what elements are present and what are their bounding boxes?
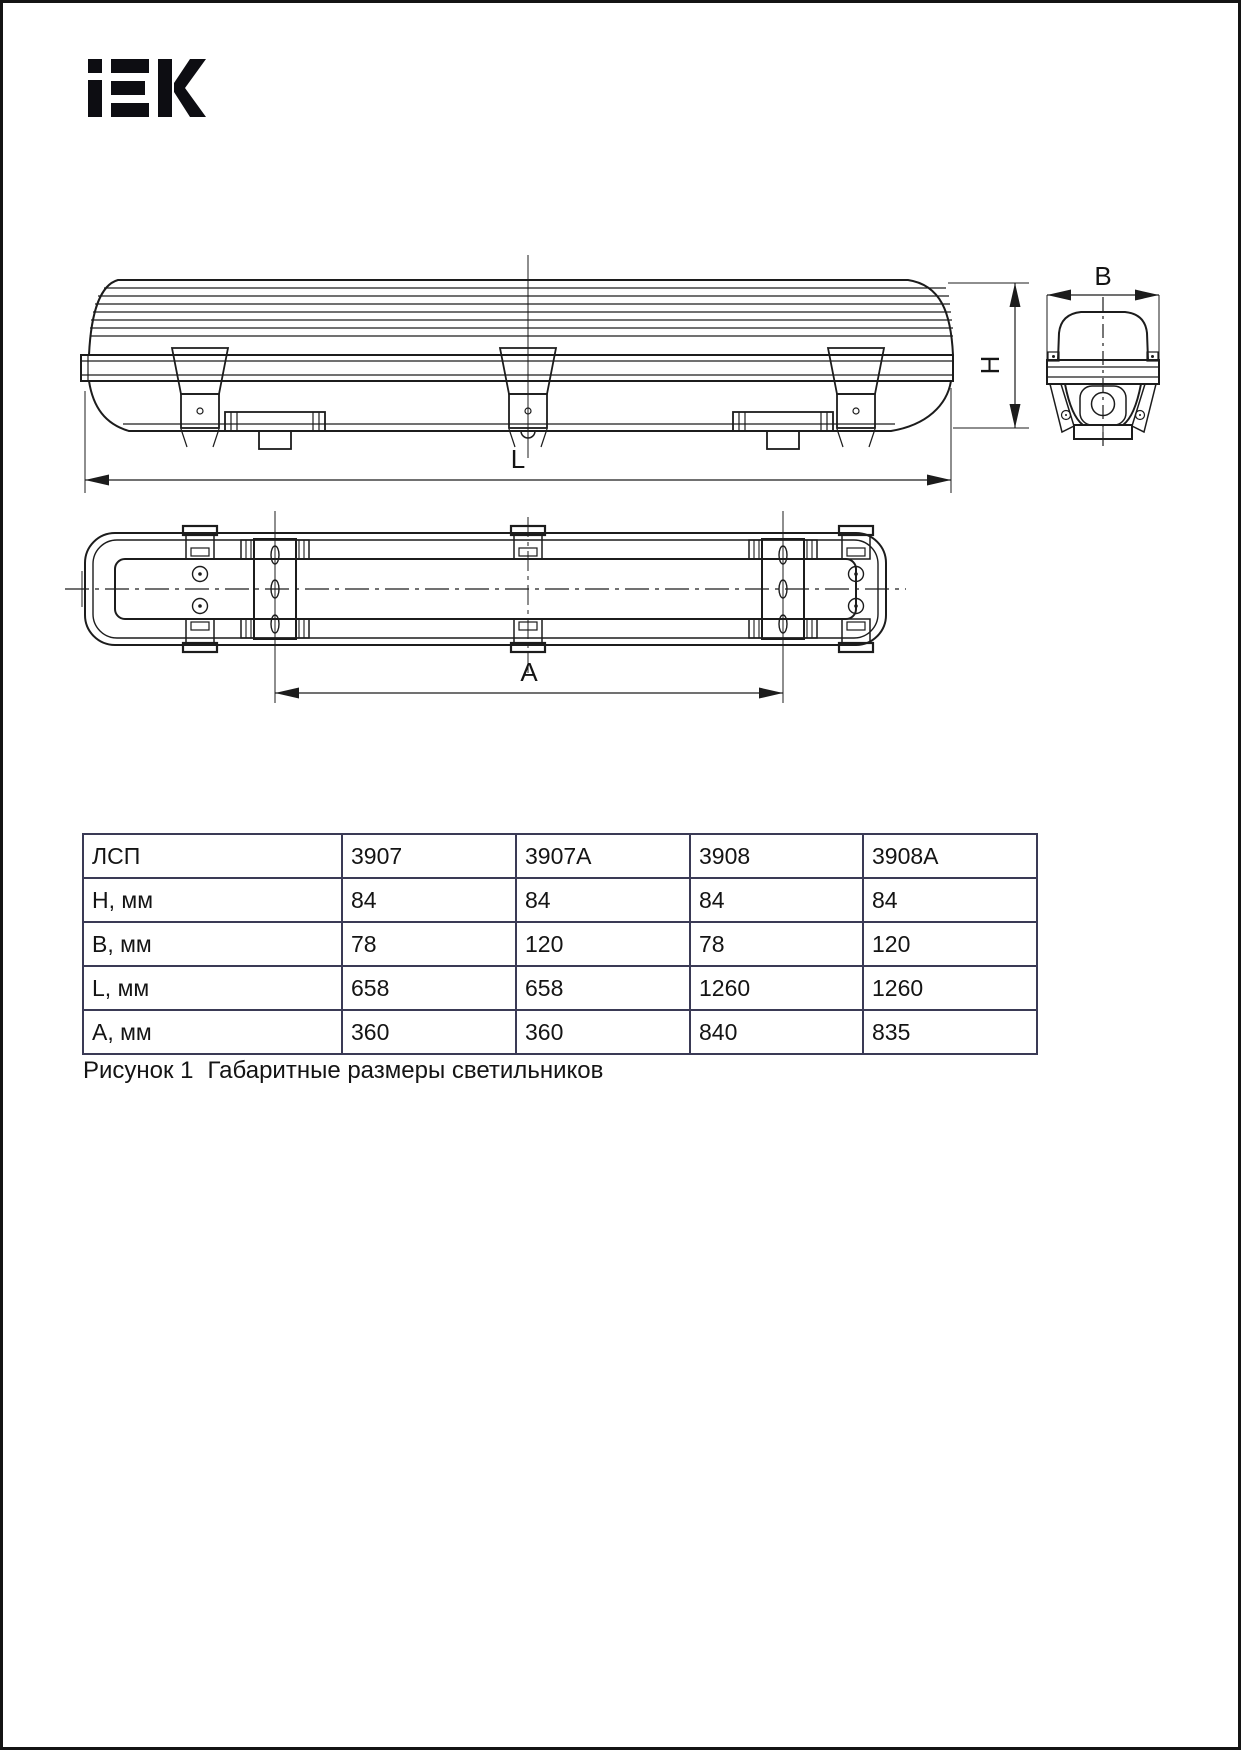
clip-bottom bbox=[183, 619, 217, 652]
luminaire-drawing bbox=[3, 3, 1241, 723]
plan-bracket bbox=[749, 511, 817, 703]
header-cell: 3907 bbox=[342, 834, 516, 878]
cover-ribs bbox=[90, 288, 954, 336]
plan-view bbox=[65, 511, 906, 703]
value-cell: 658 bbox=[342, 966, 516, 1010]
value-cell: 840 bbox=[690, 1010, 863, 1054]
value-cell: 84 bbox=[863, 878, 1037, 922]
value-cell: 84 bbox=[342, 878, 516, 922]
table-header-row bbox=[83, 834, 1037, 878]
value-cell: 84 bbox=[690, 878, 863, 922]
header-cell: ЛСП bbox=[83, 834, 342, 878]
table-row bbox=[83, 1010, 1037, 1054]
value-cell: 78 bbox=[690, 922, 863, 966]
plan-bracket bbox=[241, 511, 309, 703]
table-row bbox=[83, 922, 1037, 966]
value-cell: 835 bbox=[863, 1010, 1037, 1054]
figure-caption-label: Рисунок 1 bbox=[83, 1057, 194, 1084]
value-cell: 120 bbox=[516, 922, 690, 966]
flange bbox=[81, 355, 953, 381]
end-view bbox=[1047, 261, 1159, 451]
value-cell: 360 bbox=[516, 1010, 690, 1054]
clip-top bbox=[183, 526, 217, 559]
figure-caption-text: Габаритные размеры светильников bbox=[207, 1057, 604, 1084]
value-cell: 120 bbox=[863, 922, 1037, 966]
value-cell: 84 bbox=[516, 878, 690, 922]
value-cell: 1260 bbox=[863, 966, 1037, 1010]
clip bbox=[172, 348, 228, 447]
value-cell: 78 bbox=[342, 922, 516, 966]
side-view bbox=[81, 255, 1029, 493]
table-row bbox=[83, 878, 1037, 922]
dim-label-B: B bbox=[1094, 261, 1112, 291]
header-cell: 3908А bbox=[863, 834, 1037, 878]
dim-label-A: A bbox=[520, 657, 538, 687]
header-cell: 3908 bbox=[690, 834, 863, 878]
value-cell: 360 bbox=[342, 1010, 516, 1054]
clip-top bbox=[839, 526, 873, 559]
row-label: B, мм bbox=[83, 922, 342, 966]
bracket bbox=[225, 412, 325, 449]
row-label: A, мм bbox=[83, 1010, 342, 1054]
table-row bbox=[83, 966, 1037, 1010]
dim-H bbox=[948, 283, 1029, 428]
dim-label-H: H bbox=[975, 355, 1005, 375]
dim-label-L: L bbox=[510, 444, 526, 474]
row-label: H, мм bbox=[83, 878, 342, 922]
value-cell: 658 bbox=[516, 966, 690, 1010]
clip-bottom bbox=[839, 619, 873, 652]
clip bbox=[828, 348, 884, 447]
value-cell: 1260 bbox=[690, 966, 863, 1010]
cover-outline bbox=[89, 280, 953, 355]
row-label: L, мм bbox=[83, 966, 342, 1010]
dim-A bbox=[275, 657, 783, 699]
header-cell: 3907А bbox=[516, 834, 690, 878]
dimensions-table bbox=[82, 833, 1038, 1055]
figure-caption bbox=[83, 1057, 603, 1085]
bracket bbox=[733, 412, 833, 449]
